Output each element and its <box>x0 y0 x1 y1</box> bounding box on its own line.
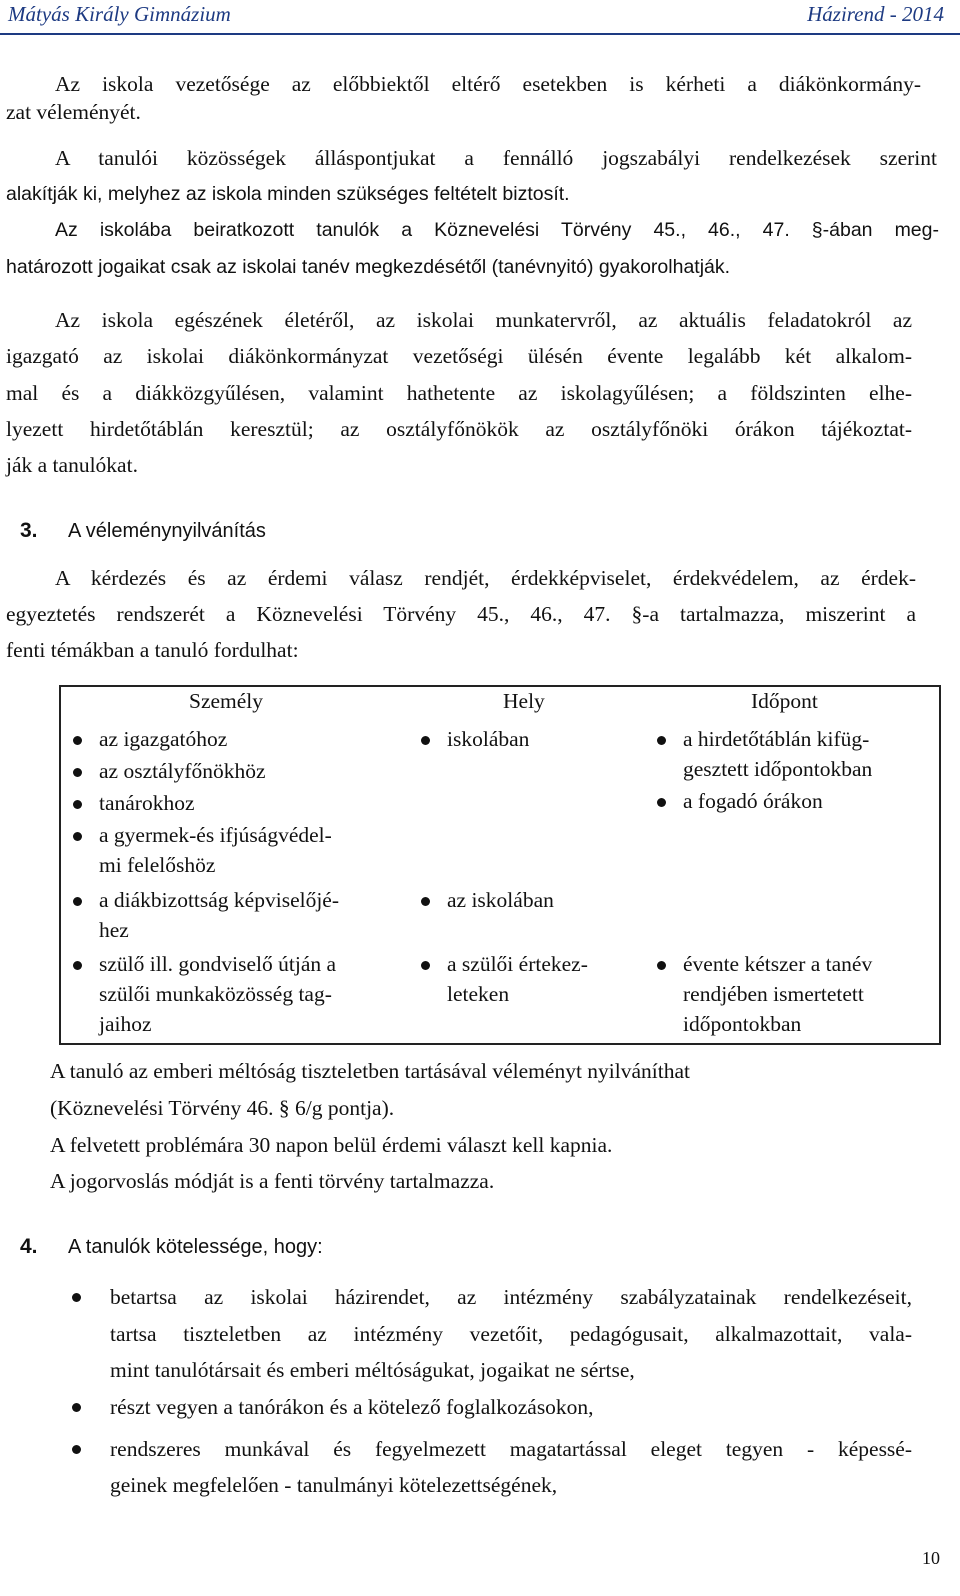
time-item: a hirdetőtáblán kifüg- <box>683 727 870 751</box>
person-item: szülő ill. gondviselő útján a <box>99 952 337 976</box>
table-header-time: Időpont <box>751 689 818 713</box>
bullet-icon <box>73 736 82 745</box>
bullet-icon <box>657 736 666 745</box>
table-header-place: Hely <box>503 689 545 713</box>
section3-number: 3. <box>20 519 38 542</box>
section4-number: 4. <box>20 1235 38 1258</box>
person-item-cont: hez <box>99 918 129 942</box>
after-table-line4: A jogorvoslás módját is a fenti törvény tartalmazza. <box>50 1169 495 1193</box>
intro-p3-line1: Az iskolába beiratkozott tanulók a Köznevelési Törvény 45., 46., 47. §-ában meg- <box>55 219 939 241</box>
time-item: a fogadó órákon <box>683 789 823 813</box>
intro-p2-line1: A tanulói közösségek álláspontjukat a fennálló jogszabályi rendelkezések szerint <box>55 146 937 170</box>
time-item-cont: időpontokban <box>683 1012 802 1036</box>
contact-table <box>59 685 941 1045</box>
intro-p4-line3: mal és a diákközgyűlésen, valamint hathetente az iskolagyűlésen; a földszinten elhe- <box>6 381 912 405</box>
section3-para-line1: A kérdezés és az érdemi válasz rendjét, érdekképviselet, érdekvédelem, az érdek- <box>55 566 916 590</box>
intro-p4-line4: lyezett hirdetőtáblán keresztül; az osztályfőnökök az osztályfőnöki órákon tájékoztat- <box>6 417 912 441</box>
after-table-line3: A felvetett problémára 30 napon belül érdemi választ kell kapnia. <box>50 1133 613 1157</box>
section4-title: A tanulók kötelessége, hogy: <box>68 1236 323 1258</box>
bullet-icon <box>73 897 82 906</box>
duty-item-line: tartsa tiszteletben az intézmény vezetőit, pedagógusait, alkalmazottait, vala- <box>110 1322 912 1346</box>
bullet-icon <box>657 961 666 970</box>
person-item: tanárokhoz <box>99 791 195 815</box>
table-header-person: Személy <box>189 689 264 713</box>
after-table-line1: A tanuló az emberi méltóság tiszteletben tartásával véleményt nyilváníthat <box>50 1059 691 1083</box>
intro-p4-line5: ják a tanulókat. <box>6 453 138 477</box>
bullet-icon <box>421 736 430 745</box>
intro-p4-line1: Az iskola egészének életéről, az iskolai munkatervről, az aktuális feladatokról az <box>55 308 912 332</box>
bullet-icon <box>421 961 430 970</box>
bullet-icon <box>73 800 82 809</box>
intro-p2-line2: alakítják ki, melyhez az iskola minden szükséges feltételt biztosít. <box>6 183 570 205</box>
place-item: az iskolában <box>447 888 554 912</box>
bullet-icon <box>72 1403 81 1412</box>
person-item: a diákbizottság képviselőjé- <box>99 888 340 912</box>
duty-item-line: mint tanulótársait és emberi méltóságukat, jogaikat ne sértse, <box>110 1358 635 1382</box>
bullet-icon <box>72 1293 81 1302</box>
person-item-cont: jaihoz <box>99 1012 152 1036</box>
section3-para-line3: fenti témákban a tanuló fordulhat: <box>6 638 299 662</box>
place-item: a szülői értekez- <box>447 952 588 976</box>
header-school: Mátyás Király Gimnázium <box>8 2 231 26</box>
page-number: 10 <box>922 1548 940 1568</box>
duty-item-line: betartsa az iskolai házirendet, az intézmény szabályzatainak rendelkezéseit, <box>110 1285 912 1309</box>
bullet-icon <box>657 798 666 807</box>
section3-para-line2: egyeztetés rendszerét a Köznevelési Törvény 45., 46., 47. §-a tartalmazza, miszerint a <box>6 602 916 626</box>
intro-p3-line2: határozott jogaikat csak az iskolai tanév megkezdésétől (tanévnyitó) gyakorolhatják. <box>6 256 731 278</box>
duty-item-line: geinek megfelelően - tanulmányi kötelezettségének, <box>110 1473 558 1497</box>
place-item-cont: leteken <box>447 982 510 1006</box>
person-item: az igazgatóhoz <box>99 727 228 751</box>
bullet-icon <box>421 897 430 906</box>
header-doc-title: Házirend - 2014 <box>807 2 944 26</box>
bullet-icon <box>73 768 82 777</box>
duty-item-line: részt vegyen a tanórákon és a kötelező foglalkozásokon, <box>110 1395 594 1419</box>
bullet-icon <box>73 832 82 841</box>
bullet-icon <box>72 1445 81 1454</box>
person-item-cont: szülői munkaközösség tag- <box>99 982 332 1006</box>
time-item-cont: gesztett időpontokban <box>683 757 873 781</box>
section3-title: A véleménynyilvánítás <box>68 520 266 542</box>
intro-p1-line1: Az iskola vezetősége az előbbiektől eltérő esetekben is kérheti a diákönkormány- <box>55 72 921 96</box>
header-rule <box>0 33 960 35</box>
place-item: iskolában <box>447 727 530 751</box>
bullet-icon <box>73 961 82 970</box>
person-item-cont: mi felelőshöz <box>99 853 216 877</box>
page-header <box>0 0 960 36</box>
person-item: az osztályfőnökhöz <box>99 759 266 783</box>
duty-item-line: rendszeres munkával és fegyelmezett magatartással eleget tegyen - képessé- <box>110 1437 912 1461</box>
intro-p1-line2: zat véleményét. <box>6 100 141 124</box>
person-item: a gyermek-és ifjúságvédel- <box>99 823 332 847</box>
after-table-line2: (Köznevelési Törvény 46. § 6/g pontja). <box>50 1096 395 1120</box>
intro-p4-line2: igazgató az iskolai diákönkormányzat vezetőségi ülésén évente legalább két alkalom- <box>6 344 912 368</box>
time-item-cont: rendjében ismertetett <box>683 982 864 1006</box>
time-item: évente kétszer a tanév <box>683 952 873 976</box>
